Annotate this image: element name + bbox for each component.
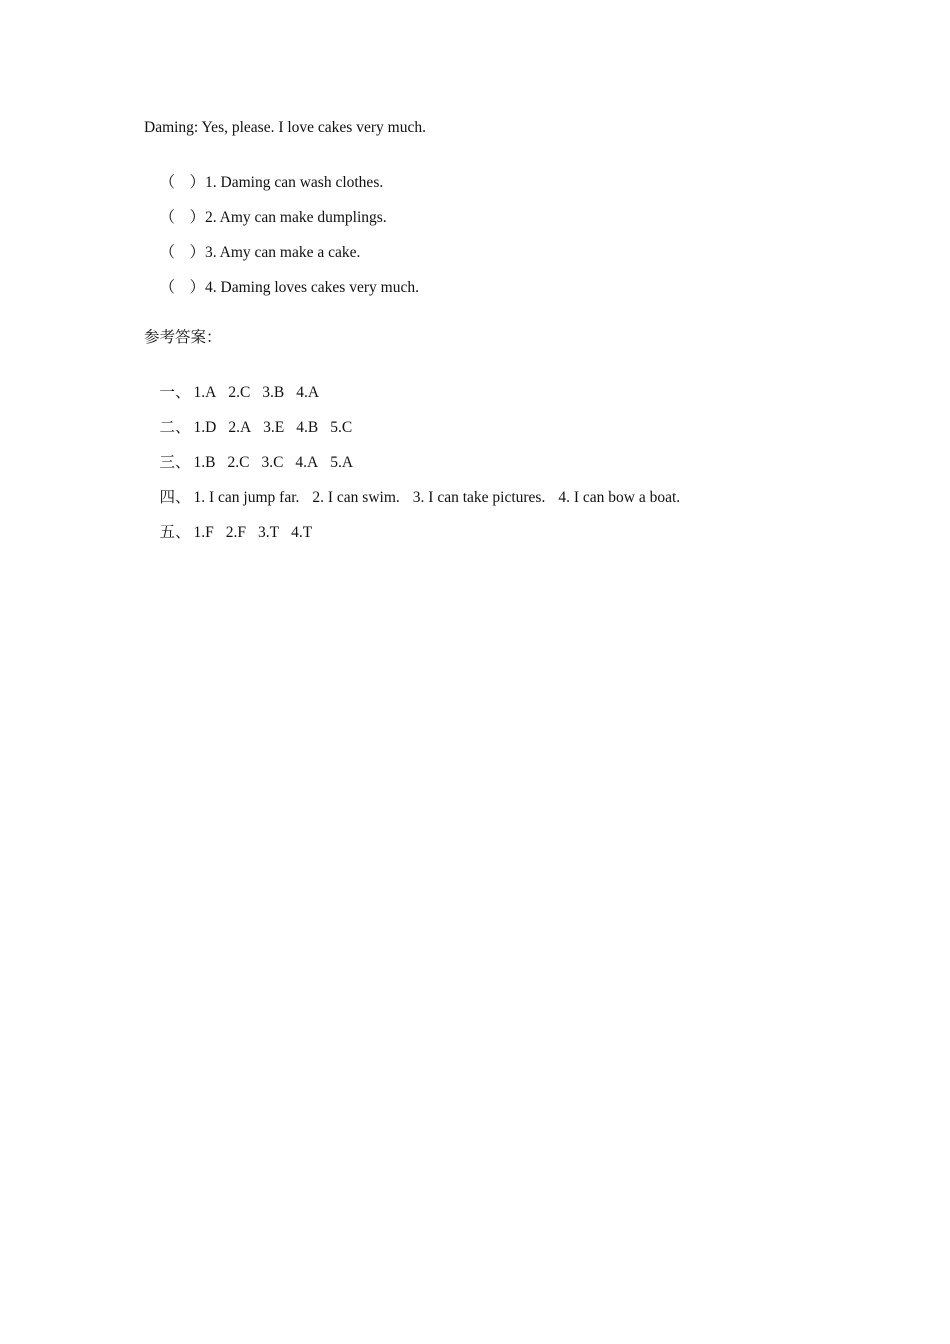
answer-blank-close: ） [189,209,206,226]
answer-item: 4.A [296,384,320,401]
section-label: 一、 [159,384,191,401]
answer-item: 5.A [330,454,354,471]
question-text: 3. Amy can make a cake. [205,244,361,261]
answer-item: 4.T [291,524,313,541]
question-text: 4. Daming loves cakes very much. [205,279,419,296]
answer-item: 4.A [295,454,319,471]
answer-item: 4.B [296,419,319,436]
section-label: 四、 [159,489,191,506]
answer-item: 2.C [227,454,250,471]
answer-item: 1. I can jump far. [193,489,300,506]
answer-item: 3.T [258,524,280,541]
answer-key-heading: 参考答案： [144,329,222,346]
answer-item: 3.E [263,419,285,436]
answer-item: 3.B [262,384,285,401]
answer-blank-close: ） [189,279,206,296]
answer-item: 3. I can take pictures. [412,489,546,506]
answer-blank-open: （ [159,209,176,226]
answer-item: 3.C [261,454,284,471]
dialogue-line: Daming: Yes, please. I love cakes very much. [144,119,426,136]
answer-item: 2.F [225,524,246,541]
section-label: 二、 [159,419,191,436]
answer-item: 1.A [193,384,217,401]
section-label: 五、 [159,524,191,541]
answer-item: 2. I can swim. [312,489,400,506]
answer-item: 4. I can bow a boat. [558,489,681,506]
answer-blank-close: ） [189,244,206,261]
answer-blank-open: （ [159,279,176,296]
answer-section-5 [144,503,324,563]
section-label: 三、 [159,454,191,471]
question-4 [144,258,419,318]
answer-blank-open: （ [159,244,176,261]
question-text: 2. Amy can make dumplings. [205,209,387,226]
answer-blank-close: ） [189,174,206,191]
answer-item: 2.A [228,419,252,436]
question-text: 1. Daming can wash clothes. [205,174,384,191]
answer-item: 5.C [330,419,353,436]
answer-blank-open: （ [159,174,176,191]
answer-item: 1.D [193,419,217,436]
answer-item: 1.B [193,454,216,471]
answer-item: 1.F [193,524,214,541]
answer-item: 2.C [228,384,251,401]
